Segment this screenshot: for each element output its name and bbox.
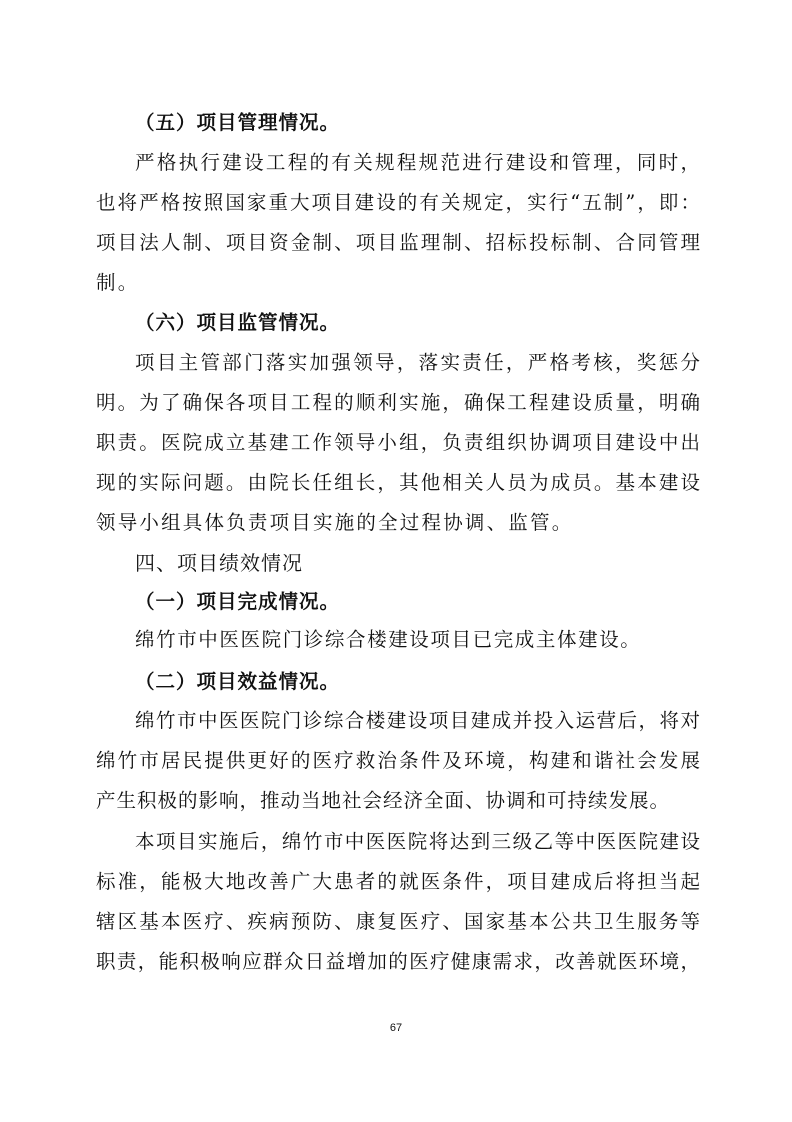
- section-heading-4-2: （二）项目效益情况。: [135, 670, 341, 693]
- paragraph-line: 绵竹市中医医院门诊综合楼建设项目建成并投入运营后，将对: [135, 709, 700, 732]
- paragraph-line: 也将严格按照国家重大项目建设的有关规定，实行“五制”，即：: [96, 191, 700, 214]
- paragraph-line: 明。为了确保各项目工程的顺利实施，确保工程建设质量，明确: [96, 391, 700, 414]
- paragraph-line: 现的实际问题。由院长任组长，其他相关人员为成员。基本建设: [96, 471, 700, 494]
- chapter-heading-4: 四、项目绩效情况: [135, 551, 303, 575]
- paragraph-line: 本项目实施后，绵竹市中医医院将达到三级乙等中医医院建设: [135, 830, 700, 853]
- paragraph-line: 绵竹市中医医院门诊综合楼建设项目已完成主体建设。: [135, 628, 642, 651]
- section-heading-6: （六）项目监管情况。: [135, 311, 341, 334]
- paragraph-line: 严格执行建设工程的有关规程规范进行建设和管理，同时，: [135, 151, 700, 174]
- paragraph-line: 产生积极的影响，推动当地社会经济全面、协调和可持续发展。: [96, 789, 671, 812]
- paragraph-line: 制。: [96, 271, 140, 294]
- paragraph-line: 项目法人制、项目资金制、项目监理制、招标投标制、合同管理: [96, 231, 700, 254]
- section-heading-5: （五）项目管理情况。: [135, 111, 341, 134]
- paragraph-line: 领导小组具体负责项目实施的全过程协调、监管。: [96, 511, 574, 534]
- paragraph-line: 辖区基本医疗、疾病预防、康复医疗、国家基本公共卫生服务等: [96, 910, 700, 933]
- paragraph-line: 绵竹市居民提供更好的医疗救治条件及环境，构建和谐社会发展: [96, 749, 700, 772]
- paragraph-line: 职责，能积极响应群众日益增加的医疗健康需求，改善就医环境，: [96, 950, 700, 973]
- page-number: 67: [389, 1022, 403, 1034]
- section-heading-4-1: （一）项目完成情况。: [135, 590, 341, 613]
- paragraph-line: 项目主管部门落实加强领导，落实责任，严格考核，奖惩分: [135, 351, 700, 374]
- paragraph-line: 标准，能极大地改善广大患者的就医条件，项目建成后将担当起: [96, 870, 700, 893]
- paragraph-line: 职责。医院成立基建工作领导小组，负责组织协调项目建设中出: [96, 431, 700, 454]
